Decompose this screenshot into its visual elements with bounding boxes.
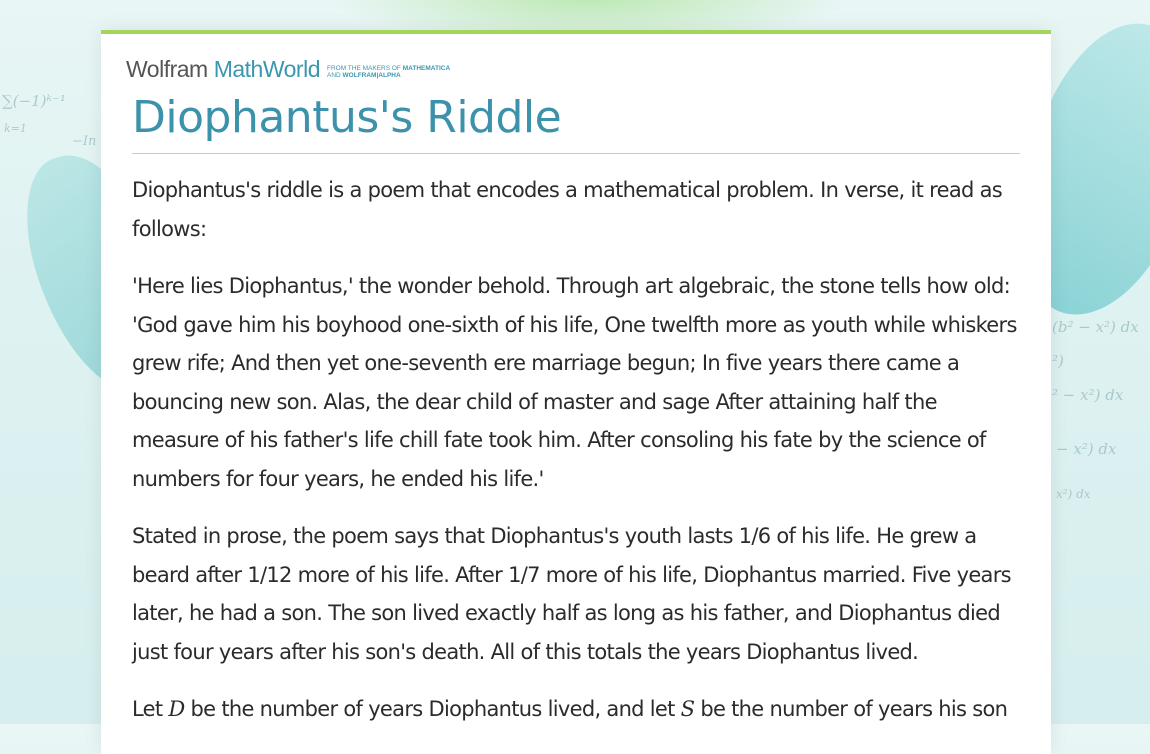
variable-s: S xyxy=(680,697,695,721)
paragraph-intro: Diophantus's riddle is a poem that encodes a mathematical problem. In verse, it read as follows: xyxy=(132,178,1003,241)
background-formula-right-1: (b² − x²) dx xyxy=(1052,318,1139,336)
background-formula-right-4: − x²) dx xyxy=(1056,440,1117,458)
page-title: Diophantus's Riddle xyxy=(132,92,562,143)
article-card xyxy=(101,30,1051,754)
logo-mathworld-text: MathWorld xyxy=(213,56,320,82)
paragraph-prose: Stated in prose, the poem says that Diophantus's youth lasts 1/6 of his life. He grew a beard after 1/12 more of his life. After 1/7 more of his life, Diophantus married. Five years later, he had a son. The son lived exactly half as long as his father, and Diophantus died just four years after his son's death. All of this totals the years Diophantus lived. xyxy=(132,524,1011,664)
background-formula-sum: ∑(−1)ᵏ⁻¹ xyxy=(2,92,66,110)
logo-wolfram-text: Wolfram xyxy=(126,56,208,82)
variables-text-3: be the number of years his son xyxy=(694,697,1008,721)
background-formula-index: k=1 xyxy=(4,122,27,135)
tagline-line2-prefix: AND xyxy=(326,72,341,79)
tagline-line1-prefix: FROM THE MAKERS OF xyxy=(326,65,401,72)
paragraph-variables xyxy=(132,690,1024,729)
background-formula-tail: −In xyxy=(72,134,97,149)
tagline-line2-bold: WOLFRAM|ALPHA xyxy=(342,72,401,79)
variables-text-2: be the number of years Diophantus lived, and let xyxy=(184,697,681,721)
site-logo[interactable] xyxy=(126,56,450,83)
title-divider xyxy=(132,153,1020,154)
background-formula-right-3: ² − x²) dx xyxy=(1052,386,1124,404)
article-body xyxy=(132,171,1024,748)
background-formula-right-5: x²) dx xyxy=(1056,487,1091,501)
variables-text-1: Let xyxy=(132,697,169,721)
background-formula-right-2: ²) xyxy=(1052,352,1064,370)
paragraph-poem: 'Here lies Diophantus,' the wonder behold. Through art algebraic, the stone tells how old: 'God gave him his boyhood one-sixth of his life, One twelfth more as youth while whiskers grew rife; And then yet one-seventh ere marriage begun; In five years there came a bouncing new son. Alas, the dear child of master and sage After attaining half the measure of his father's life chill fate took him. After consoling his fate by the science of numbers for four years, he ended his life.' xyxy=(132,274,1017,491)
variable-d: D xyxy=(168,697,185,721)
tagline-line1-bold: MATHEMATICA xyxy=(402,65,451,72)
logo-tagline xyxy=(327,65,450,83)
